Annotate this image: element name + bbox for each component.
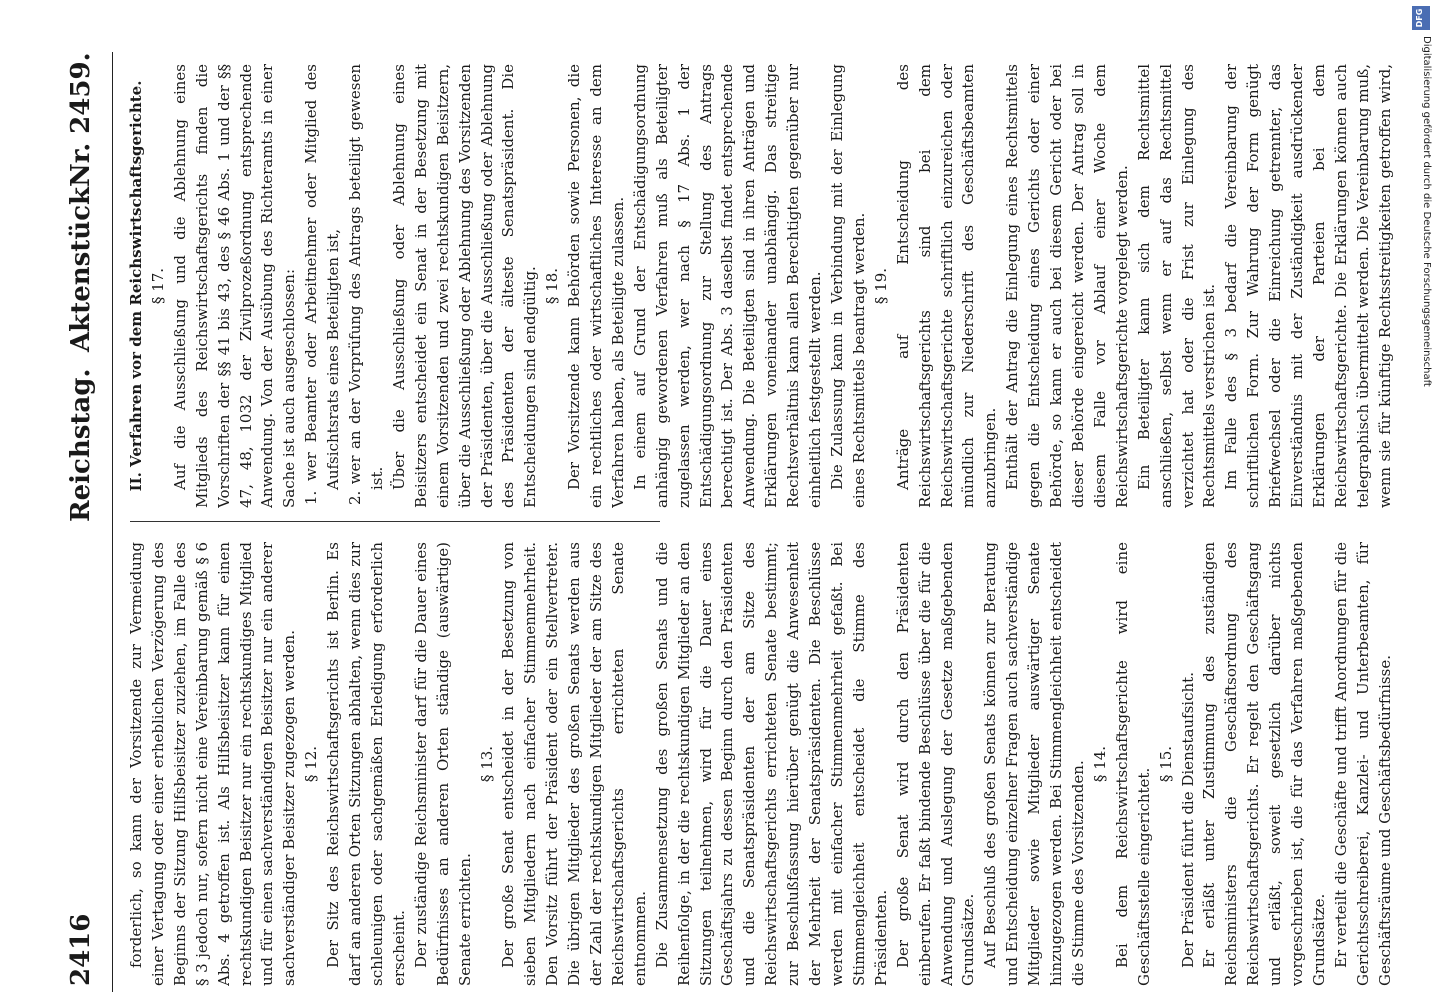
paragraph: Anträge auf Entscheidung des Reichswirtschaftsgerichts sind bei dem Reichswirtschaftsgerichte schriftlich einzureichen oder mündlich zur Niederschrift des Geschäftsbeamten anzubringen. (893, 64, 1000, 508)
header-title: Reichstag. (66, 368, 96, 522)
section-heading: § 12. (302, 745, 321, 783)
paragraph: Der Präsident führt die Dienstaufsicht. (1178, 672, 1197, 968)
section-heading: § 15. (1156, 745, 1175, 783)
paragraph: Der Vorsitzende kann Behörden sowie Personen, die ein rechtliches oder wirtschaftliches Interesse an dem Verfahren haben, als Beteiligte zulassen. (565, 64, 627, 508)
section-heading: § 13. (477, 745, 496, 783)
dfg-logo: DFG (1412, 6, 1430, 30)
section-heading: § 14. (1090, 745, 1109, 783)
page-number: 2416 (66, 913, 96, 986)
paragraph: Im Falle des § 3 bedarf die Vereinbarung der schriftlichen Form. Zur Wahrung der Form genügt Briefwechsel oder die Einreichung getrennter, das Einverständnis mit der Zuständigkeit ausdrückender Erklärungen der Parteien bei dem Reichswirtschaftsgerichte. Die Erklärungen können auch telegraphisch übermittelt werden. Die Vereinbarung muß, wenn sie für künftige Rechtsstreitigkeiten getroffen wird, (1222, 64, 1394, 508)
paragraph: Auf Beschluß des großen Senats können zur Beratung und Entscheidung einzelner Fragen auch sachverständige Mitglieder sowie Mitglieder auswärtiger Senate hinzugezogen werden. Bei Stimmengleichheit entscheidet die Stimme des Vorsitzenden. (981, 542, 1087, 986)
paragraph: Über die Ausschließung oder Ablehnung eines Beisitzers entscheidet ein Senat in der Besetzung mit einem Vorsitzenden und zwei rechtskundigen Beisitzern, über die Ausschließung oder Ablehnung des Vorsitzenden der Präsidenten, über die Ausschließung oder Ablehnung des Präsidenten der älteste Senatspräsident. Die Entscheidungen sind endgültig. (389, 64, 540, 508)
list-item: 2. wer an der Vorprüfung des Antrags beteiligt gewesen ist. (346, 64, 386, 505)
rotated-document-page (52, 52, 1402, 992)
column-divider (130, 521, 660, 522)
page-header (52, 52, 113, 992)
paragraph: Er erläßt unter Zustimmung des zuständigen Reichsministers die Geschäftsordnung des Reichswirtschaftsgerichts. Er regelt den Geschäftsgang und erläßt, soweit gesetzlich darüber nichts vorgeschrieben ist, die für das Verfahren maßgebenden Grundsätze. (1200, 542, 1328, 986)
left-column (126, 542, 1396, 986)
section-heading: § 18. (543, 267, 562, 305)
paragraph: In einem auf Grund der Entschädigungsordnung anhängig gewordenen Verfahren muß als Beteiligter zugelassen werden, wer nach § 17 Abs. 1 der Entschädigungsordnung zur Stellung des Antrags berechtigt ist. Der Abs. 3 daselbst findet entsprechende Anwendung. Die Beteiligten sind in ihren Anträgen und Erklärungen voneinander unabhängig. Das streitige Rechtsverhältnis kann allen Berechtigten gegenüber nur einheitlich festgestellt werden. (630, 64, 825, 508)
paragraph: Der große Senat wird durch den Präsidenten einberufen. Er faßt bindende Beschlüsse über die für die Anwendung und Auslegung der Gesetze maßgebenden Grundsätze. (893, 542, 978, 986)
section-heading: § 17. (148, 267, 167, 305)
paragraph: Enthält der Antrag die Einlegung eines Rechtsmittels gegen die Entscheidung eines Gerichts oder einer Behörde, so kann er auch bei diesem Gericht oder bei dieser Behörde eingereicht werden. Der Antrag soll in diesem Falle vor Ablauf einer Woche dem Reichswirtschaftsgerichte vorgelegt werden. (1003, 64, 1131, 508)
list-item: 1. wer Beamter oder Arbeitnehmer oder Mitglied des Aufsichtsrats eines Beteiligten ist, (302, 64, 343, 505)
part-title: II. Verfahren vor dem Reichswirtschaftsgerichte. (127, 80, 145, 492)
paragraph: Die Zulassung kann in Verbindung mit der Einlegung eines Rechtsmittels beantragt werden. (828, 64, 868, 508)
paragraph: Auf die Ausschließung und die Ablehnung eines Mitglieds des Reichswirtschaftsgerichts finden die Vorschriften der §§ 41 bis 43, des § 46 Abs. 1 und der §§ 47, 48, 1032 der Zivilprozeßordnung entsprechende Anwendung. Von der Ausübung des Richteramts in einer Sache ist auch ausgeschlossen: (170, 64, 299, 508)
paragraph: Der große Senat entscheidet in der Besetzung von sieben Mitgliedern nach einfacher Stimmenmehrheit. Den Vorsitz führt der Präsident oder ein Stellvertreter. Die übrigen Mitglieder des großen Senats werden aus der Zahl der rechtskundigen Mitglieder der am Sitze des Reichswirtschaftsgerichts errichteten Senate entnommen. (499, 542, 649, 986)
digitization-credit: Digitalisierung gefördert durch die Deutsche Forschungsgemeinschaft (1421, 36, 1432, 387)
paragraph: Bei dem Reichswirtschaftsgerichte wird eine Geschäftsstelle eingerichtet. (1112, 542, 1153, 986)
section-heading: § 19. (871, 267, 890, 305)
document-number: Nr. 2459. (66, 52, 96, 187)
right-column (126, 64, 1396, 508)
header-subtitle: Aktenstück (66, 186, 96, 352)
paragraph: Er verteilt die Geschäfte und trifft Anordnungen für die Gerichtsschreiberei, Kanzlei- und Unterbeamten, für Geschäftsräume und Geschäftsbedürfnisse. (1331, 542, 1394, 986)
paragraph: Die Zusammensetzung des großen Senats und die Reihenfolge, in der die rechtskundigen Mitglieder an den Sitzungen teilnehmen, wird für die Dauer eines Geschäftsjahrs zu dessen Beginn durch den Präsidenten und die Senatspräsidenten der am Sitze des Reichswirtschaftsgerichts errichteten Senate bestimmt; zur Beschlußfassung hierüber genügt die Anwesenheit der Mehrheit der Senatspräsidenten. Die Beschlüsse werden mit einfacher Stimmenmehrheit gefaßt. Bei Stimmengleichheit entscheidet die Stimme des Präsidenten. (652, 542, 890, 986)
paragraph: Der zuständige Reichsminister darf für die Dauer eines Bedürfnisses an anderen Orten ständige (auswärtige) Senate errichten. (411, 542, 474, 986)
paragraph: Ein Beteiligter kann sich dem Rechtsmittel anschließen, selbst wenn er auf das Rechtsmittel verzichtet hat oder die Frist zur Einlegung des Rechtsmittels verstrichen ist. (1134, 64, 1219, 508)
paragraph: forderlich, so kann der Vorsitzende zur Vermeidung einer Vertagung oder einer erheblichen Verzögerung des Beginns der Sitzung Hilfsbeisitzer zuziehen, im Falle des § 3 jedoch nur, sofern nicht eine Vereinbarung gemäß § 6 Abs. 4 getroffen ist. Als Hilfsbeisitzer kann für einen rechtskundigen Beisitzer nur ein rechtskundiges Mitglied und für einen sachverständigen Beisitzer nur ein anderer sachverständiger Beisitzer zugezogen werden. (127, 542, 299, 986)
paragraph: Der Sitz des Reichswirtschaftsgerichts ist Berlin. Es darf an anderen Orten Sitzungen abhalten, wenn dies zur schleunigen oder sachgemäßen Erledigung erforderlich erscheint. (324, 542, 408, 986)
